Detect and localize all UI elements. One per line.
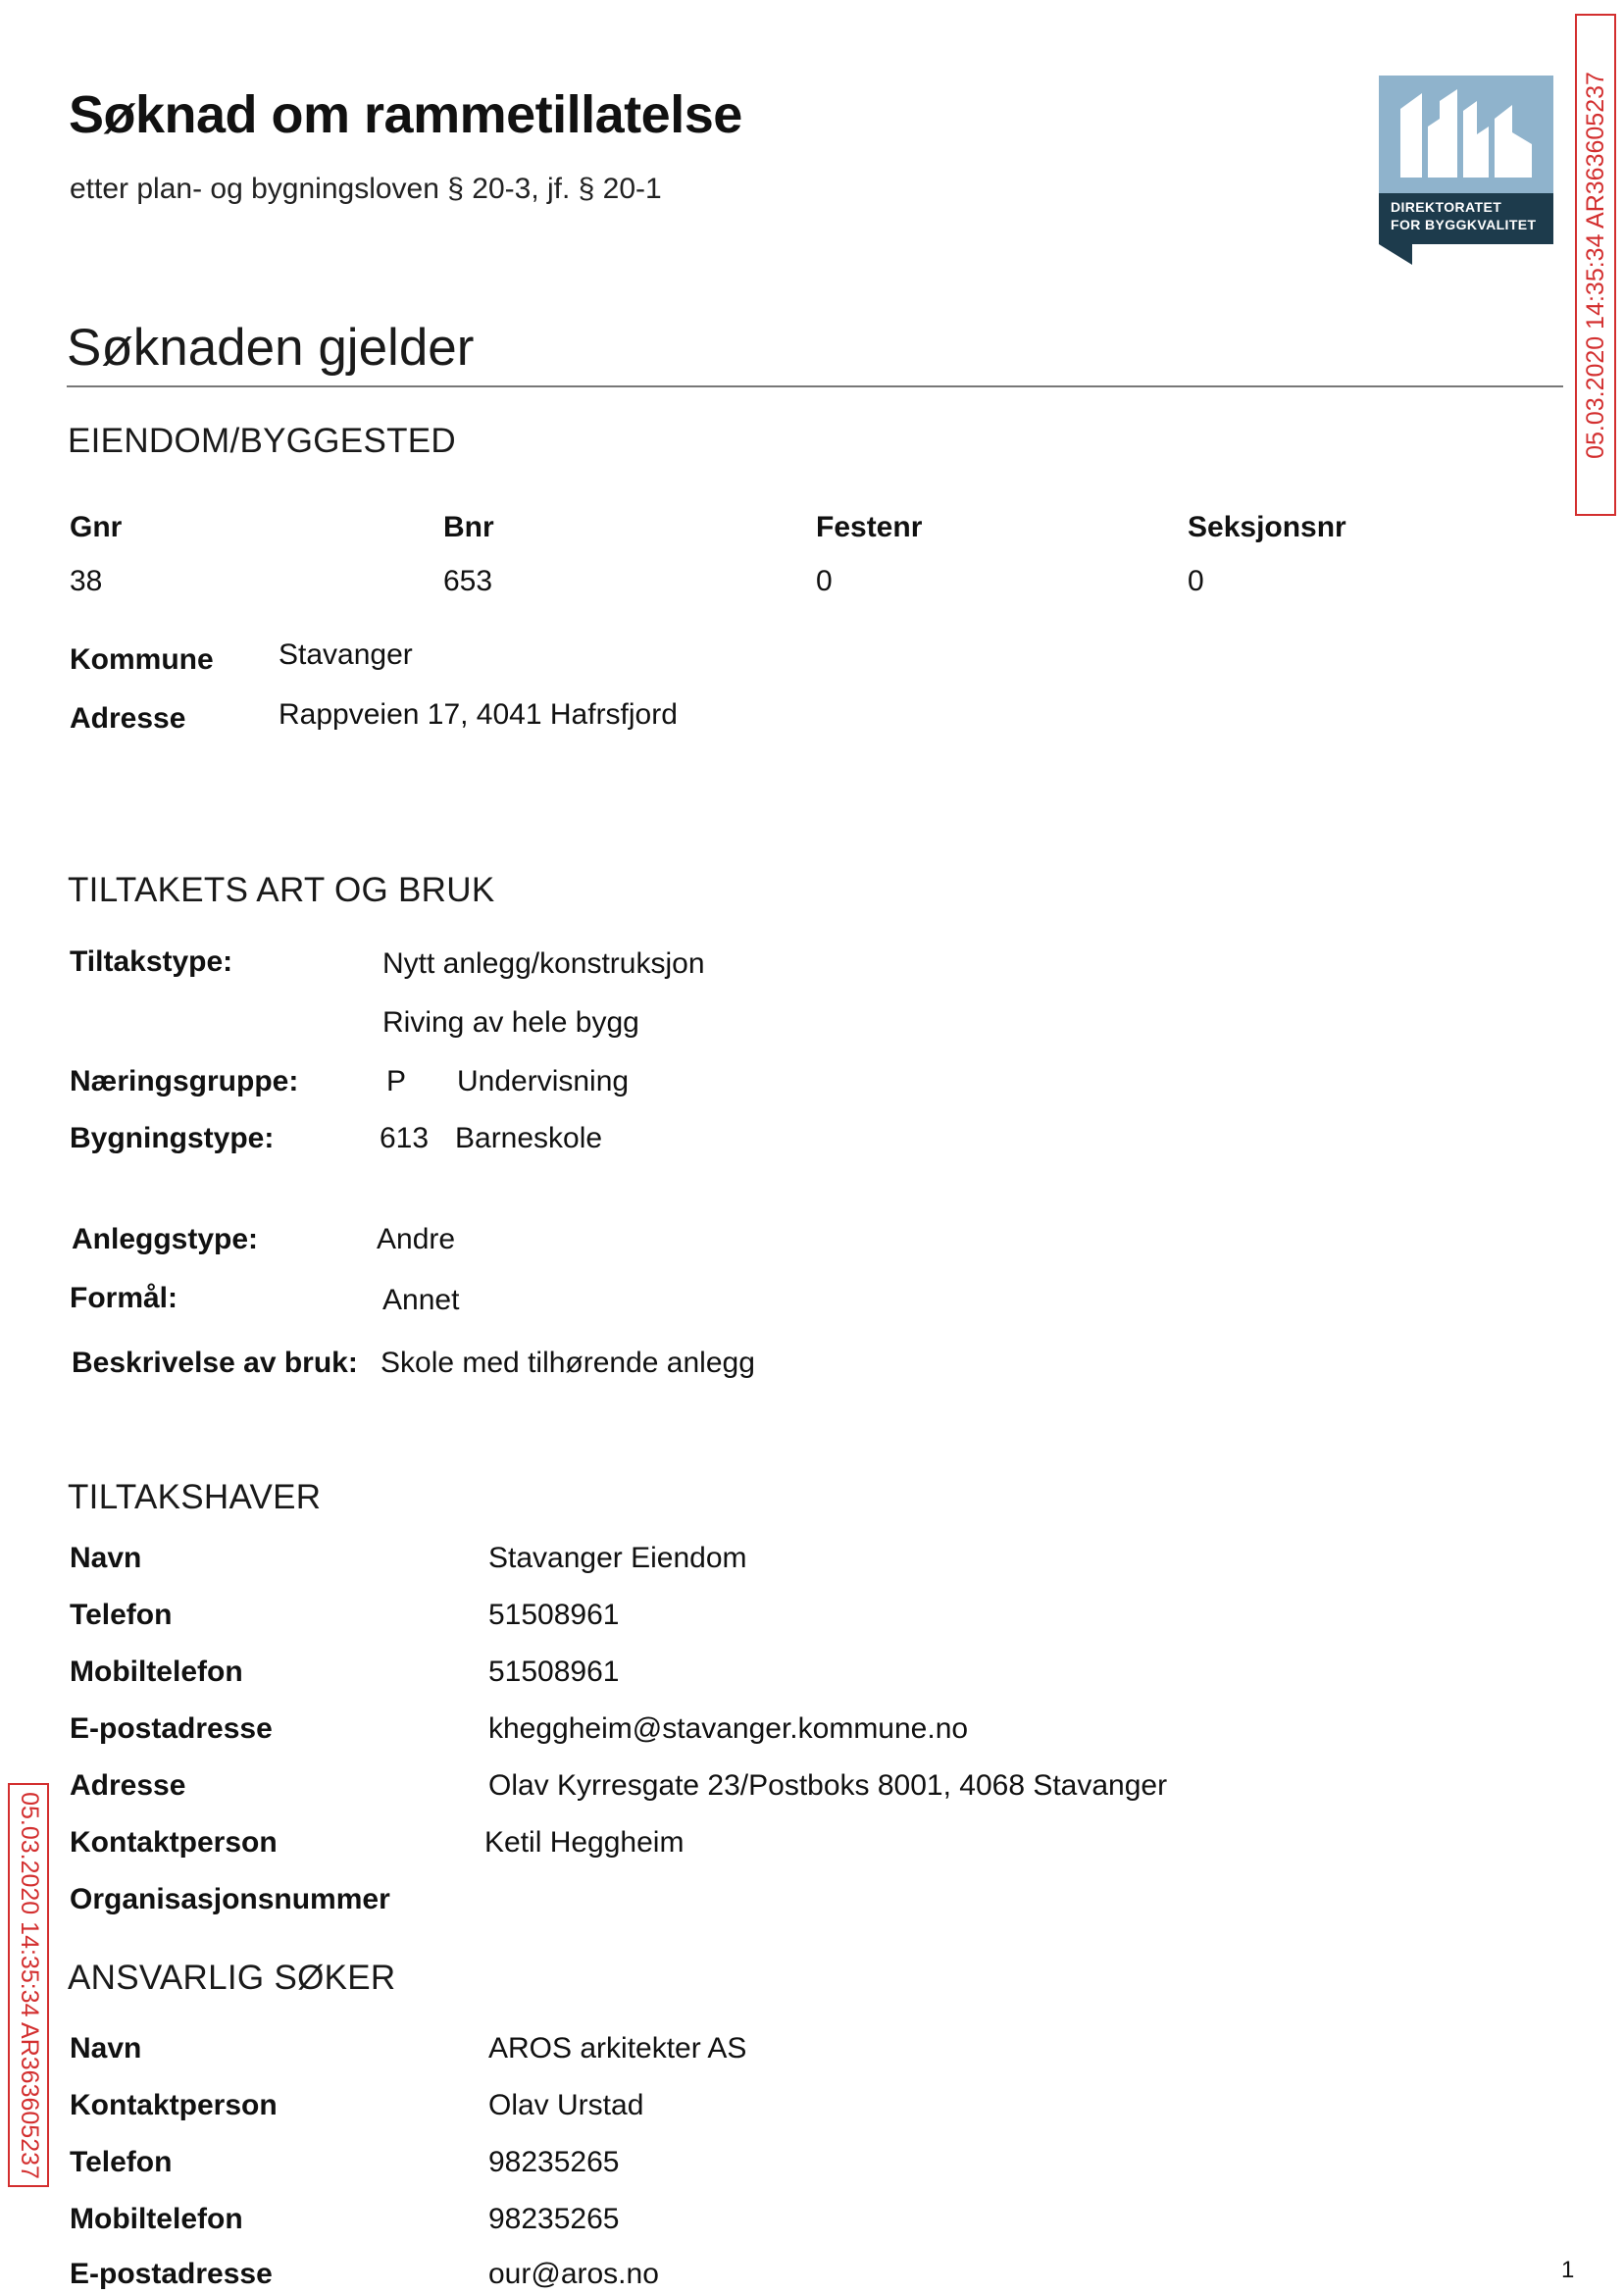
- naeringsgruppe-value: Undervisning: [457, 1065, 630, 1097]
- kommune-label: Kommune: [70, 643, 214, 676]
- tiltakshaver-navn-label: Navn: [70, 1542, 142, 1574]
- gnr-label: Gnr: [70, 511, 123, 543]
- tiltakstype-value-1: Nytt anlegg/konstruksjon: [382, 947, 705, 980]
- logo-text-line1: DIREKTORATET: [1391, 199, 1502, 215]
- festenr-label: Festenr: [816, 511, 923, 543]
- beskrivelse-label: Beskrivelse av bruk:: [72, 1347, 358, 1379]
- timestamp-stamp-side: [8, 1783, 49, 2187]
- anleggstype-label: Anleggstype:: [72, 1223, 259, 1255]
- tiltakshaver-telefon-label: Telefon: [70, 1599, 173, 1631]
- tiltakstype-label: Tiltakstype:: [70, 945, 233, 978]
- naeringsgruppe-label: Næringsgruppe:: [70, 1065, 299, 1097]
- dibk-logo: [1379, 76, 1553, 265]
- ansvarlig-navn-label: Navn: [70, 2032, 142, 2065]
- page-number: 1: [1561, 2257, 1575, 2283]
- tiltakshaver-mobil-label: Mobiltelefon: [70, 1656, 243, 1688]
- ansvarlig-telefon-value: 98235265: [488, 2146, 620, 2178]
- gnr-value: 38: [70, 565, 103, 597]
- section-heading-eiendom: EIENDOM/BYGGESTED: [68, 422, 456, 460]
- kommune-value: Stavanger: [279, 638, 413, 671]
- tiltakshaver-navn-value: Stavanger Eiendom: [488, 1542, 747, 1574]
- ansvarlig-navn-value: AROS arkitekter AS: [488, 2032, 747, 2065]
- tiltakshaver-kontakt-label: Kontaktperson: [70, 1826, 278, 1859]
- ansvarlig-telefon-label: Telefon: [70, 2146, 173, 2178]
- bnr-value: 653: [443, 565, 493, 597]
- section-heading-tiltakshaver: TILTAKSHAVER: [68, 1478, 322, 1516]
- ansvarlig-mobil-value: 98235265: [488, 2203, 620, 2235]
- document-title: Søknad om rammetillatelse: [69, 85, 742, 144]
- tiltakshaver-epost-value: kheggheim@stavanger.kommune.no: [488, 1712, 969, 1745]
- bygningstype-code: 613: [380, 1122, 430, 1154]
- beskrivelse-value: Skole med tilhørende anlegg: [381, 1347, 755, 1379]
- tiltakshaver-orgnr-label: Organisasjonsnummer: [70, 1883, 390, 1915]
- festenr-value: 0: [816, 565, 833, 597]
- ansvarlig-mobil-label: Mobiltelefon: [70, 2203, 243, 2235]
- tiltakstype-value-2: Riving av hele bygg: [382, 1006, 639, 1039]
- ansvarlig-kontakt-value: Olav Urstad: [488, 2089, 644, 2121]
- ansvarlig-epost-label: E-postadresse: [70, 2258, 273, 2290]
- tiltakshaver-epost-label: E-postadresse: [70, 1712, 273, 1745]
- tiltakshaver-telefon-value: 51508961: [488, 1599, 620, 1631]
- heading-divider: [67, 385, 1563, 387]
- naeringsgruppe-code: P: [386, 1065, 407, 1097]
- document-subtitle: etter plan- og bygningsloven § 20-3, jf. § 20-1: [70, 173, 662, 205]
- bnr-label: Bnr: [443, 511, 494, 543]
- timestamp-stamp-top: [1575, 14, 1616, 516]
- ansvarlig-epost-value: our@aros.no: [488, 2258, 659, 2290]
- tiltakshaver-adresse-value: Olav Kyrresgate 23/Postboks 8001, 4068 Stavanger: [488, 1769, 1168, 1802]
- adresse-value: Rappveien 17, 4041 Hafrsfjord: [279, 698, 678, 731]
- main-heading: Søknaden gjelder: [67, 319, 475, 377]
- stamp-text: 05.03.2020 14:35:34 AR363605237: [15, 1791, 43, 2179]
- tiltakshaver-adresse-label: Adresse: [70, 1769, 186, 1802]
- bygningstype-label: Bygningstype:: [70, 1122, 275, 1154]
- logo-text-line2: FOR BYGGKVALITET: [1391, 217, 1537, 232]
- seksjonsnr-label: Seksjonsnr: [1188, 511, 1346, 543]
- formaal-label: Formål:: [70, 1282, 178, 1314]
- anleggstype-value: Andre: [377, 1223, 456, 1255]
- section-heading-ansvarlig: ANSVARLIG SØKER: [68, 1959, 396, 1997]
- tiltakshaver-kontakt-value: Ketil Heggheim: [484, 1826, 685, 1859]
- ansvarlig-kontakt-label: Kontaktperson: [70, 2089, 278, 2121]
- formaal-value: Annet: [382, 1284, 460, 1316]
- building-logo-icon: [1379, 76, 1553, 265]
- seksjonsnr-value: 0: [1188, 565, 1204, 597]
- section-heading-tiltak: TILTAKETS ART OG BRUK: [68, 871, 495, 909]
- adresse-label: Adresse: [70, 702, 186, 735]
- stamp-text: 05.03.2020 14:35:34 AR363605237: [1581, 71, 1609, 459]
- bygningstype-value: Barneskole: [455, 1122, 603, 1154]
- tiltakshaver-mobil-value: 51508961: [488, 1656, 620, 1688]
